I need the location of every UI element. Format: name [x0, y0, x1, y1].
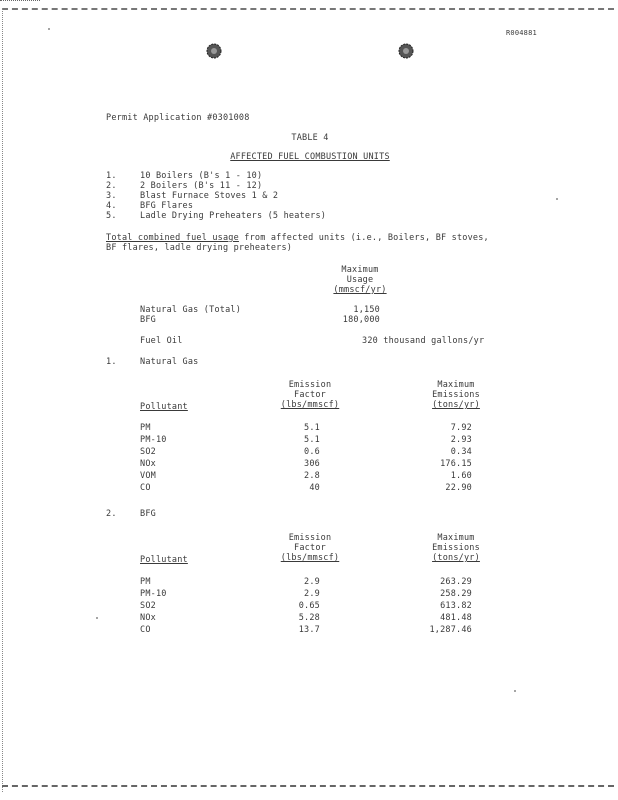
table-row-pollutant: CO: [140, 483, 151, 493]
section-number: 2.: [106, 509, 117, 519]
scan-edge-bottom: [2, 785, 614, 787]
table-row-factor: 5.1: [304, 423, 320, 433]
unit-text: 2 Boilers (B's 11 - 12): [140, 181, 263, 191]
unit-number: 3.: [106, 191, 117, 201]
fuel-name: BFG: [140, 315, 156, 325]
factor-header-2: Factor: [294, 543, 326, 553]
table-title: TABLE 4: [291, 133, 329, 143]
max-header-1: Maximum: [437, 533, 475, 543]
scan-edge-top: [2, 8, 614, 10]
fuel-value: 1,150: [353, 305, 380, 315]
document-id: R004881: [506, 29, 537, 37]
factor-header-3: (lbs/mmscf): [280, 553, 340, 563]
table-row-pollutant: NOx: [140, 613, 156, 623]
scan-artifact: [0, 0, 40, 3]
table-row-factor: 2.9: [304, 589, 320, 599]
table-row-pollutant: NOx: [140, 459, 156, 469]
fuel-oil-name: Fuel Oil: [140, 336, 183, 346]
max-header-3: (tons/yr): [432, 553, 480, 563]
table-row-pollutant: SO2: [140, 601, 156, 611]
scan-speck: [556, 198, 558, 200]
table-row-pollutant: PM-10: [140, 435, 167, 445]
table-row-max: 2.93: [450, 435, 472, 445]
table-row-factor: 0.65: [298, 601, 320, 611]
max-usage-header-1: Maximum: [341, 265, 379, 275]
scan-speck: [514, 690, 516, 692]
table-row-max: 613.82: [440, 601, 472, 611]
unit-text: Blast Furnace Stoves 1 & 2: [140, 191, 279, 201]
max-usage-header-3: (mmscf/yr): [333, 285, 387, 295]
table-row-factor: 306: [304, 459, 320, 469]
permit-number: Permit Application #0301008: [106, 113, 250, 123]
table-row-max: 22.90: [445, 483, 472, 493]
factor-header-2: Factor: [294, 390, 326, 400]
fuel-usage-line1: from affected units (i.e., Boilers, BF stoves,: [244, 233, 489, 243]
table-row-pollutant: PM-10: [140, 589, 167, 599]
section-name: Natural Gas: [140, 357, 199, 367]
max-header-2: Emissions: [432, 390, 480, 400]
max-header-2: Emissions: [432, 543, 480, 553]
max-header-3: (tons/yr): [432, 400, 480, 410]
scan-speck: [48, 28, 50, 30]
table-row-max: 1.60: [450, 471, 472, 481]
unit-number: 1.: [106, 171, 117, 181]
max-header-1: Maximum: [437, 380, 475, 390]
table-row-max: 7.92: [450, 423, 472, 433]
factor-header-1: Emission: [288, 380, 332, 390]
max-usage-header-2: Usage: [346, 275, 374, 285]
table-row-factor: 40: [309, 483, 320, 493]
pollutant-header: Pollutant: [140, 402, 188, 412]
table-row-max: 0.34: [450, 447, 472, 457]
unit-number: 4.: [106, 201, 117, 211]
table-row-pollutant: CO: [140, 625, 151, 635]
fuel-oil-value: 320 thousand gallons/yr: [362, 336, 485, 346]
scan-edge-left: [2, 8, 3, 792]
punch-hole-icon: [396, 41, 416, 61]
fuel-usage-line2: BF flares, ladle drying preheaters): [106, 243, 293, 253]
table-row-max: 176.15: [440, 459, 472, 469]
table-row-factor: 2.8: [304, 471, 320, 481]
pollutant-header: Pollutant: [140, 555, 188, 565]
factor-header-3: (lbs/mmscf): [280, 400, 340, 410]
table-row-max: 263.29: [440, 577, 472, 587]
table-row-factor: 2.9: [304, 577, 320, 587]
punch-hole-icon: [204, 41, 224, 61]
table-subtitle: AFFECTED FUEL COMBUSTION UNITS: [230, 152, 390, 162]
fuel-value: 180,000: [342, 315, 380, 325]
unit-number: 2.: [106, 181, 117, 191]
table-row-pollutant: PM: [140, 423, 151, 433]
table-row-factor: 5.1: [304, 435, 320, 445]
fuel-name: Natural Gas (Total): [140, 305, 242, 315]
unit-text: BFG Flares: [140, 201, 194, 211]
unit-number: 5.: [106, 211, 117, 221]
table-row-max: 481.48: [440, 613, 472, 623]
fuel-usage-title: Total combined fuel usage: [106, 233, 239, 243]
scan-speck: [96, 617, 98, 619]
table-row-pollutant: VOM: [140, 471, 156, 481]
table-row-factor: 13.7: [298, 625, 320, 635]
table-row-factor: 5.28: [298, 613, 320, 623]
table-row-factor: 0.6: [304, 447, 320, 457]
table-row-pollutant: SO2: [140, 447, 156, 457]
section-name: BFG: [140, 509, 156, 519]
unit-text: 10 Boilers (B's 1 - 10): [140, 171, 263, 181]
fuel-usage-paragraph: [106, 233, 489, 243]
table-row-max: 258.29: [440, 589, 472, 599]
table-row-pollutant: PM: [140, 577, 151, 587]
factor-header-1: Emission: [288, 533, 332, 543]
section-number: 1.: [106, 357, 117, 367]
unit-text: Ladle Drying Preheaters (5 heaters): [140, 211, 327, 221]
table-row-max: 1,287.46: [429, 625, 472, 635]
